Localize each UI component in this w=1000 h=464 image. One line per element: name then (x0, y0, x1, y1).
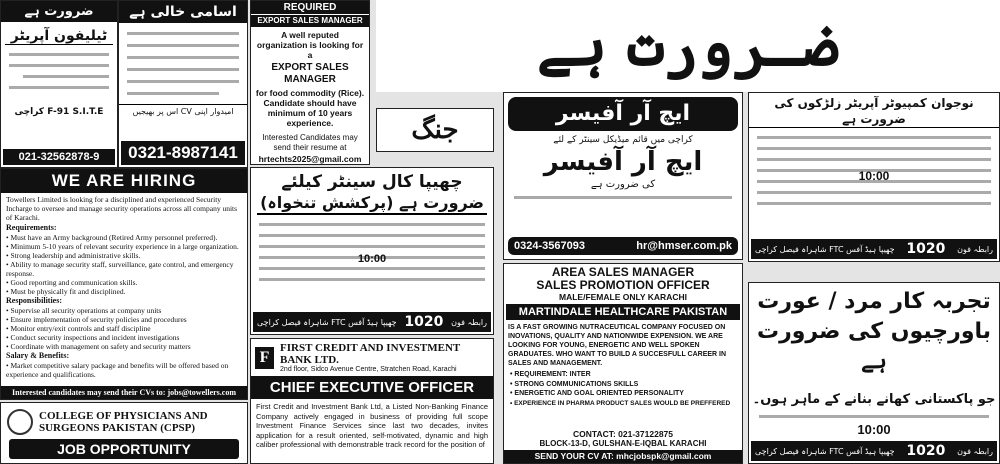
cook-office: چھیپا ہیڈ آفس FTC شاہراہ فیصل کراچی (755, 446, 895, 456)
ad-computer-operators (748, 92, 1000, 262)
list-item: • EXPERIENCE IN PHARMA PRODUCT SALES WOULD BE PREFFERED (510, 399, 731, 407)
comp-contact-bar (751, 239, 997, 259)
ad-we-are-hiring (0, 168, 248, 400)
cpsp-seal-icon (7, 409, 33, 435)
hiring-footer: Interested candidates may send their CVs to: jobs@towellers.com (1, 386, 247, 399)
ad-export-sales-manager (250, 0, 370, 165)
asm-cv-line: SEND YOUR CV AT: mhcjobspk@gmail.com (534, 451, 712, 461)
asm-company: MARTINDALE HEALTHCARE PAKISTAN (506, 304, 740, 320)
hiring-req-head: Requirements: (6, 223, 57, 232)
jang-logo (376, 108, 494, 152)
hr-email: hr@hmser.com.pk (636, 240, 732, 252)
comp-title: نوجوان کمپیوٹر آپریٹر زلڑکوں کی ضرورت ہے (749, 93, 999, 128)
cook-title2: باورچیوں کی ضرورت ہے (756, 319, 992, 374)
hr-big: ایچ آر آفیسر (543, 147, 703, 177)
hiring-salary: • Market competitive salary package and benefits will be offered based on experience and qualifications. (6, 361, 229, 379)
hiring-salary-head: Salary & Benefits: (6, 351, 70, 360)
hr-line1: کراچی میں قائم میڈیکل سینٹر کے لئے (553, 135, 693, 145)
call-title1: چھیپا کال سینٹر کیلئے (281, 172, 463, 192)
banner-zaroorat-text: ضـرورت ہے (536, 10, 840, 80)
cook-time: 10:00 (857, 422, 891, 437)
asm-contact: CONTACT: 021-37122875 (573, 429, 673, 439)
hiring-intro: Towellers Limited is looking for a disciplined and experienced Security Incharge to oversee and manage security operations across all company units of Karachi. (6, 195, 238, 222)
ad3-header1: REQUIRED (251, 1, 369, 14)
ad1-address: F-91 S.I.T.E کراچی (14, 107, 104, 117)
ad3-role: EXPORT SALES MANAGER (271, 62, 349, 85)
ad-call-center (250, 167, 494, 335)
fcib-title: CHIEF EXECUTIVE OFFICER (251, 376, 493, 399)
list-item: • Monitor entry/exit controls and staff discipline (6, 324, 151, 333)
ad1-phone: 021-32562878-9 (3, 149, 115, 165)
ad-telephone-operator (0, 0, 118, 168)
cpsp-opportunity: JOB OPPORTUNITY (9, 439, 239, 459)
list-item: • ENERGETIC AND GOAL ORIENTED PERSONALITY (510, 390, 684, 397)
asm-title2: SALES PROMOTION OFFICER (536, 278, 710, 292)
hr-phone: 0324-3567093 (514, 240, 585, 252)
ad-area-sales-manager (503, 263, 743, 464)
hiring-responsibilities-list (6, 306, 242, 351)
list-item: • Coordinate with management on safety and security matters (6, 342, 191, 351)
fcib-address: 2nd floor, Sidco Avenue Centre, Stratchen Road, Karachi (280, 366, 457, 373)
list-item: • Strong leadership and administrative skills. (6, 251, 141, 260)
call-contact-bar (253, 312, 491, 332)
list-item: • Minimum 5-10 years of relevant security experience in a large organization. (6, 242, 239, 251)
comp-time: 10:00 (858, 169, 890, 183)
call-number: 1020 (404, 314, 444, 330)
asm-sub: MALE/FEMALE ONLY KARACHI (559, 292, 687, 302)
list-item: • Must be physically fit and disciplined. (6, 287, 126, 296)
ad-cooks (748, 282, 1000, 464)
hr-need: کی ضرورت ہے (590, 179, 656, 190)
call-title2: ضرورت ہے (پرکشش تنخواہ) (257, 193, 487, 215)
ad1-header: ضرورت ہے (1, 1, 117, 22)
ad3-header2: EXPORT SALES MANAGER (251, 14, 369, 27)
fcib-name: FIRST CREDIT AND INVESTMENT BANK LTD. (280, 342, 461, 366)
hiring-title: WE ARE HIRING (1, 169, 247, 193)
list-item: • Good reporting and communication skills. (6, 278, 138, 287)
fcib-body: First Credit and Investment Bank Ltd, a Listed Non-Banking Finance Company actively engaged in business of providing full scope Investment Finance Services since last two decades, invites application for a result oriented, self-motivated, dynamic and high caliber professional with demonstrable track record for the position of (256, 402, 488, 449)
hr-contact-bar (508, 237, 738, 255)
list-item: • REQUIREMENT: INTER (510, 371, 591, 378)
asm-address: BLOCK-13-D, GULSHAN-E-IQBAL KARACHI (539, 439, 707, 448)
banner-zaroorat (376, 0, 1000, 92)
ad-vacancy (118, 0, 248, 168)
ad-first-credit (250, 338, 494, 464)
list-item: • STRONG COMMUNICATIONS SKILLS (510, 380, 639, 388)
ad3-footer: Interested Candidates may send their resume at (262, 133, 358, 152)
cook-title1: تجربہ کار مرد / عورت (757, 289, 991, 314)
ad3-text1: A well reputed organization is looking for a (256, 30, 364, 60)
list-item: • Ensure implementation of security policies and procedures (6, 315, 187, 324)
fcib-logo-icon: F (255, 347, 274, 369)
call-time: 10:00 (357, 253, 387, 265)
comp-office: چھیپا ہیڈ آفس FTC شاہراہ فیصل کراچی (755, 244, 895, 254)
cook-contact-label: رابطہ فون (957, 446, 993, 456)
asm-bullets (504, 370, 742, 408)
hr-title: ایچ آر آفیسر (508, 97, 738, 131)
jang-logo-text: جنگ (411, 115, 459, 145)
cook-number: 1020 (906, 443, 946, 459)
cpsp-name2: SURGEONS PAKISTAN (CPSP) (39, 422, 196, 434)
ad2-header: اسامی خالی ہے (119, 1, 247, 23)
comp-number: 1020 (906, 241, 946, 257)
ad3-email: hrtechts2025@gmail.com (258, 154, 362, 164)
ad2-email-line: امیدوار اپنی CV اس پر بھیجیں (119, 104, 247, 116)
list-item: • Must have an Army background (Retired Army personnel preferred). (6, 233, 218, 242)
ad3-text2: for food commodity (Rice). Candidate should have minimum of 10 years experience. (255, 88, 365, 128)
list-item: • Ability to manage security staff, surveillance, gate control, and emergency response. (6, 260, 234, 278)
asm-intro: IS A FAST GROWING NUTRACEUTICAL COMPANY FOCUSED ON INOVATIONS, QUALITY AND NATIONWIDE EXPENSION. WE ARE LOOKING FOR YOUNG, ENERGETIC AND WELL SPOKEN GRADUATES. WHO WANT TO BUILD A SUCCESFULL CAREER IN SALES AND MANAGEMENT. (508, 324, 727, 367)
ad2-phone: 0321-8987141 (121, 141, 245, 165)
call-contact-label: رابطہ فون (451, 317, 487, 327)
call-office: چھیپا ہیڈ آفس FTC شاہراہ فیصل کراچی (257, 317, 397, 327)
hiring-resp-head: Responsibilities: (6, 296, 63, 305)
cook-line1: جو پاکستانی کھانے بنانے کے ماہر ہوں۔ (752, 392, 996, 407)
ad-hr-officer (503, 92, 743, 260)
cpsp-name1: COLLEGE OF PHYSICIANS AND (39, 410, 208, 422)
cook-contact-bar (751, 441, 997, 461)
hiring-requirements-list (6, 233, 242, 296)
list-item: • Supervise all security operations at company units (6, 306, 162, 315)
ad1-title: ٹیلیفون آپریٹر (5, 28, 113, 45)
comp-contact-label: رابطہ فون (957, 244, 993, 254)
list-item: • Conduct security inspections and incident investigations (6, 333, 180, 342)
ad-cpsp (0, 402, 248, 464)
asm-title1: AREA SALES MANAGER (551, 265, 695, 279)
